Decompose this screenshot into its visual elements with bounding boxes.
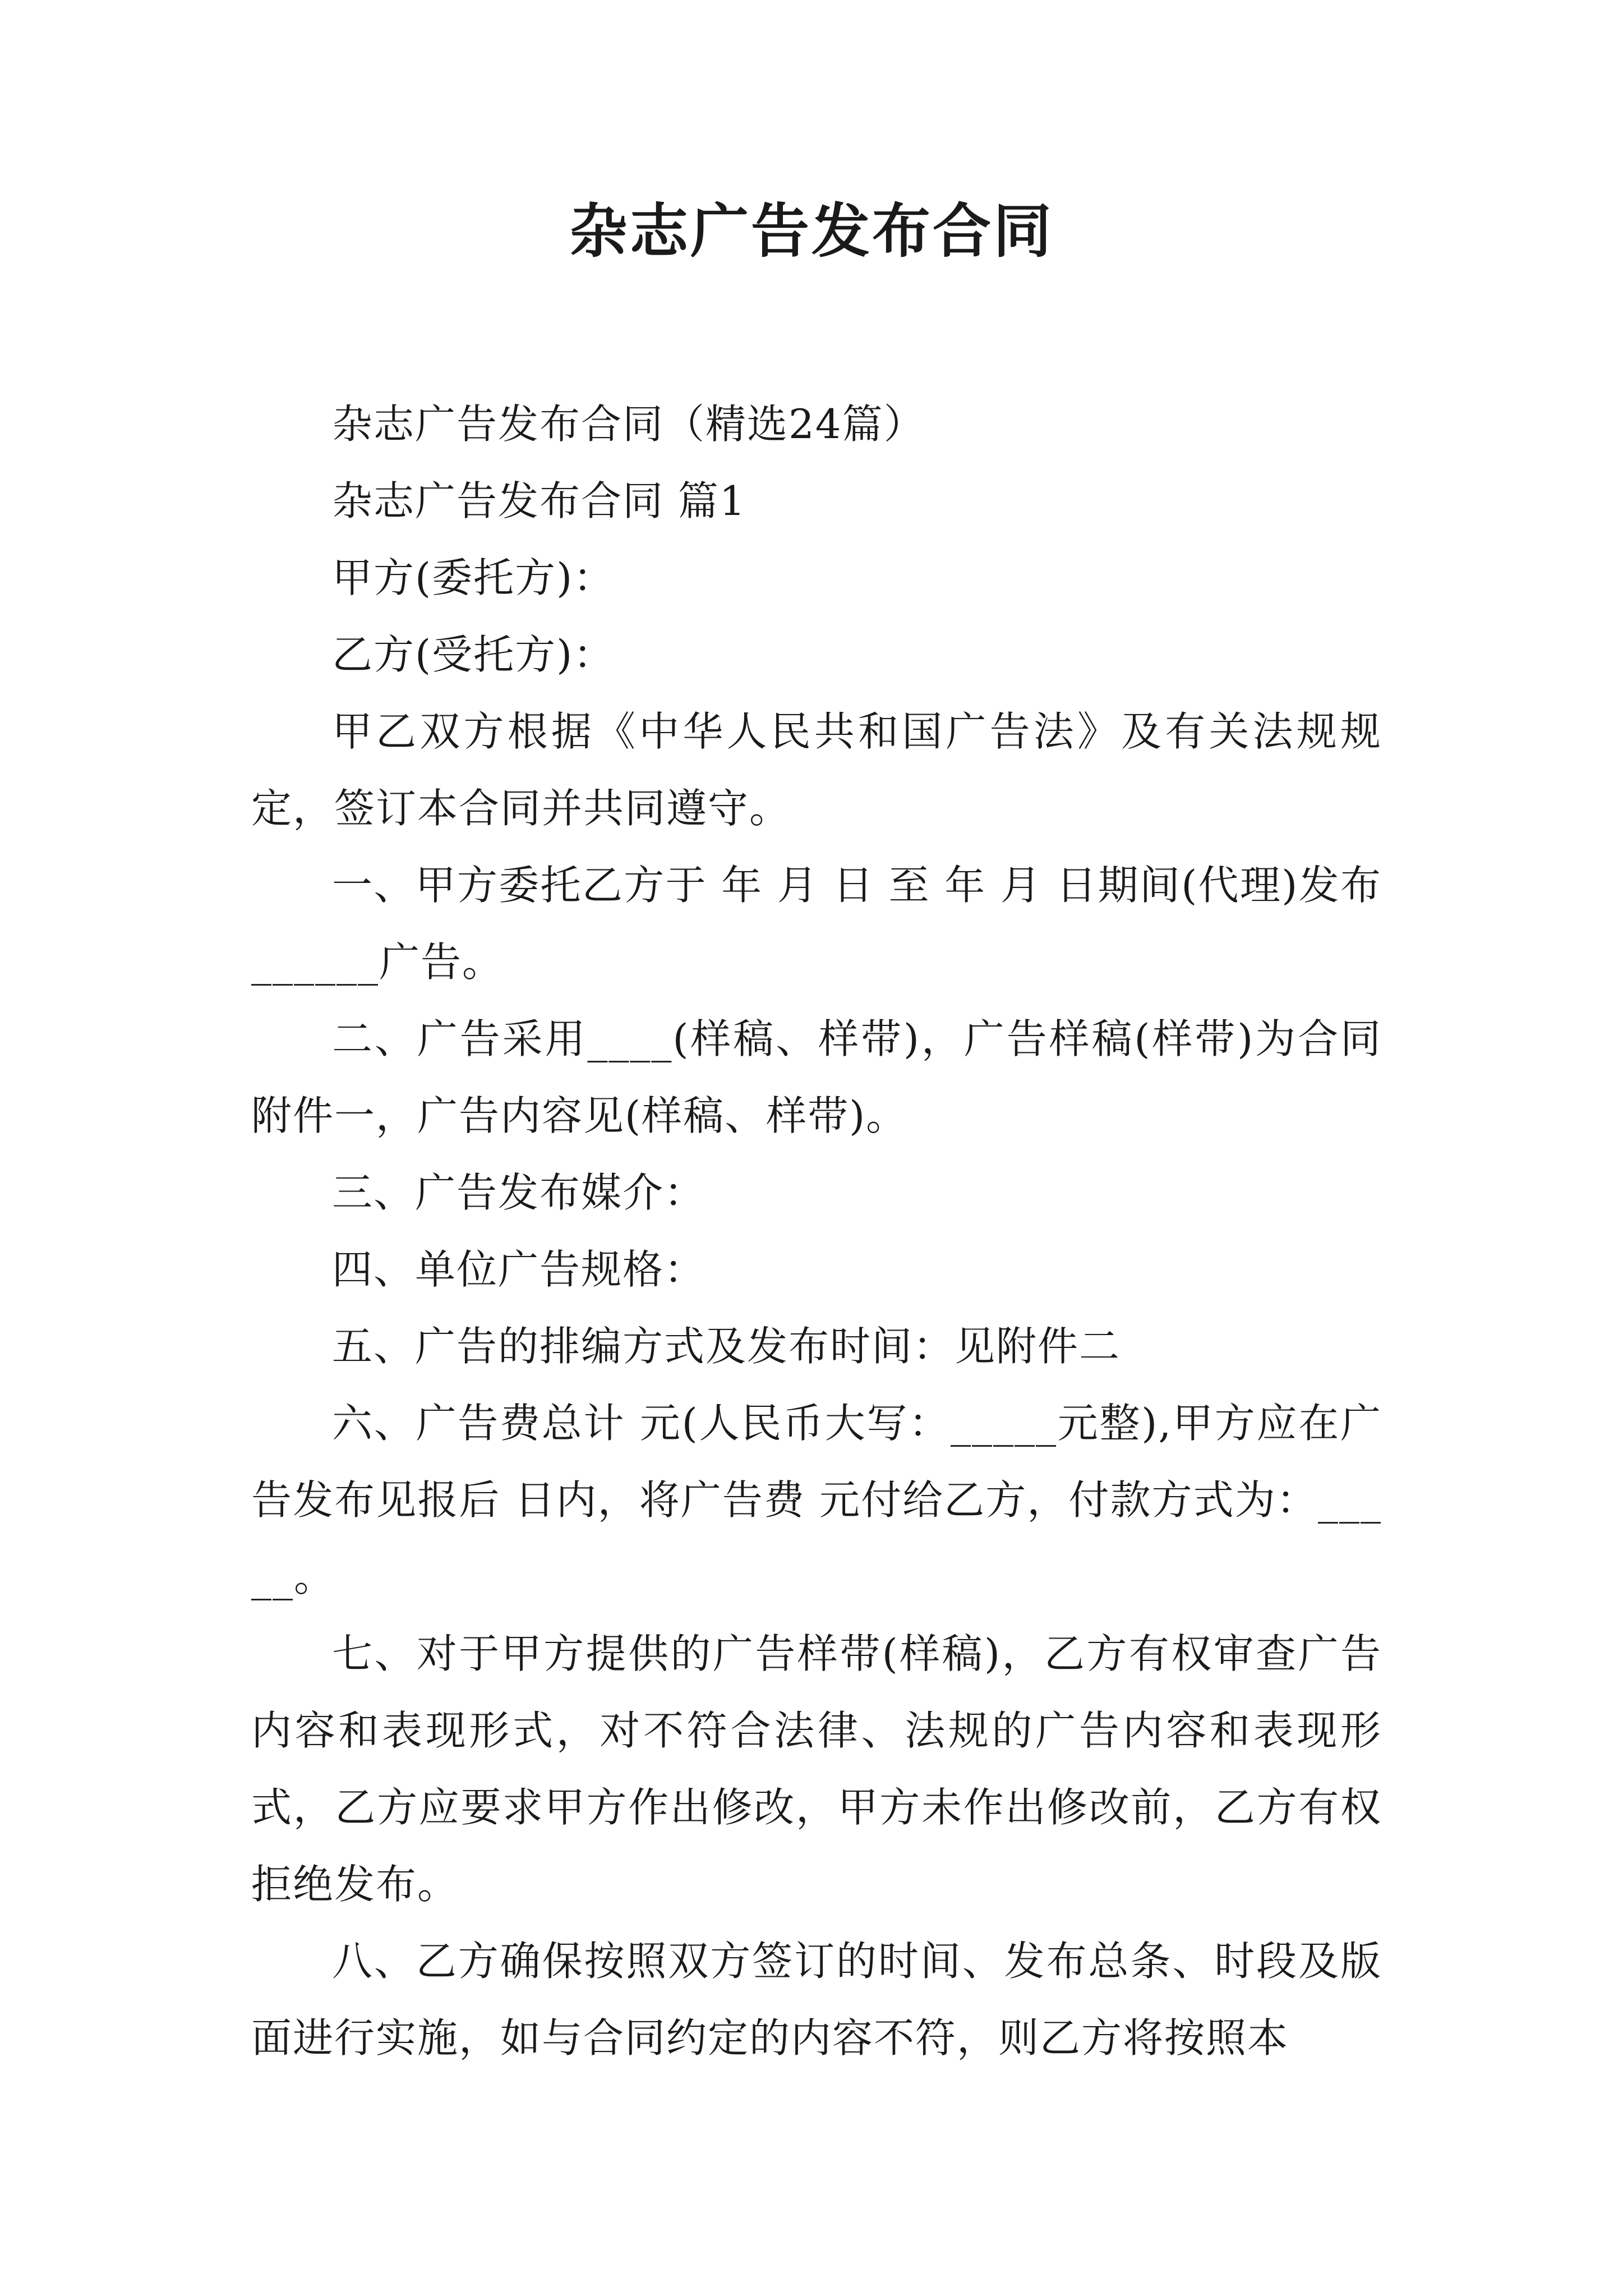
paragraph-clause-8: 八、乙方确保按照双方签订的时间、发布总条、时段及版面进行实施，如与合同约定的内容不符，则乙方将按照本 (251, 1938, 1382, 2062)
paragraph-clause-5: 五、广告的排编方式及发布时间：见附件二 (332, 1323, 1121, 1370)
paragraph-clause-4: 四、单位广告规格： (332, 1246, 706, 1293)
document-title: 杂志广告发布合同 (569, 196, 1054, 265)
document-body (251, 386, 1382, 2077)
paragraph-section-heading: 杂志广告发布合同 篇1 (332, 477, 746, 524)
paragraph-clause-1: 一、甲方委托乙方于 年 月 日 至 年 月 日期间(代理)发布______广告。 (251, 862, 1382, 986)
paragraph-party-b: 乙方(受托方)： (332, 631, 615, 678)
paragraph-subtitle: 杂志广告发布合同（精选24篇） (332, 401, 925, 448)
paragraph-clause-7: 七、对于甲方提供的广告样带(样稿)，乙方有权审查广告内容和表现形式，对不符合法律、法规的广告内容和表现形式，乙方应要求甲方作出修改，甲方未作出修改前，乙方有权拒绝发布。 (251, 1630, 1382, 1908)
paragraph-clause-3: 三、广告发布媒介： (332, 1169, 706, 1216)
paragraph-party-a: 甲方(委托方)： (332, 554, 615, 601)
paragraph-clause-2: 二、广告采用____(样稿、样带)，广告样稿(样带)为合同附件一，广告内容见(样稿、样带)。 (251, 1015, 1382, 1139)
paragraph-clause-6: 六、广告费总计 元(人民币大写：_____元整),甲方应在广告发布见报后 日内，将广告费 元付给乙方，付款方式为：_____。 (251, 1400, 1382, 1600)
paragraph-preamble: 甲乙双方根据《中华人民共和国广告法》及有关法规规定，签订本合同并共同遵守。 (251, 708, 1382, 832)
